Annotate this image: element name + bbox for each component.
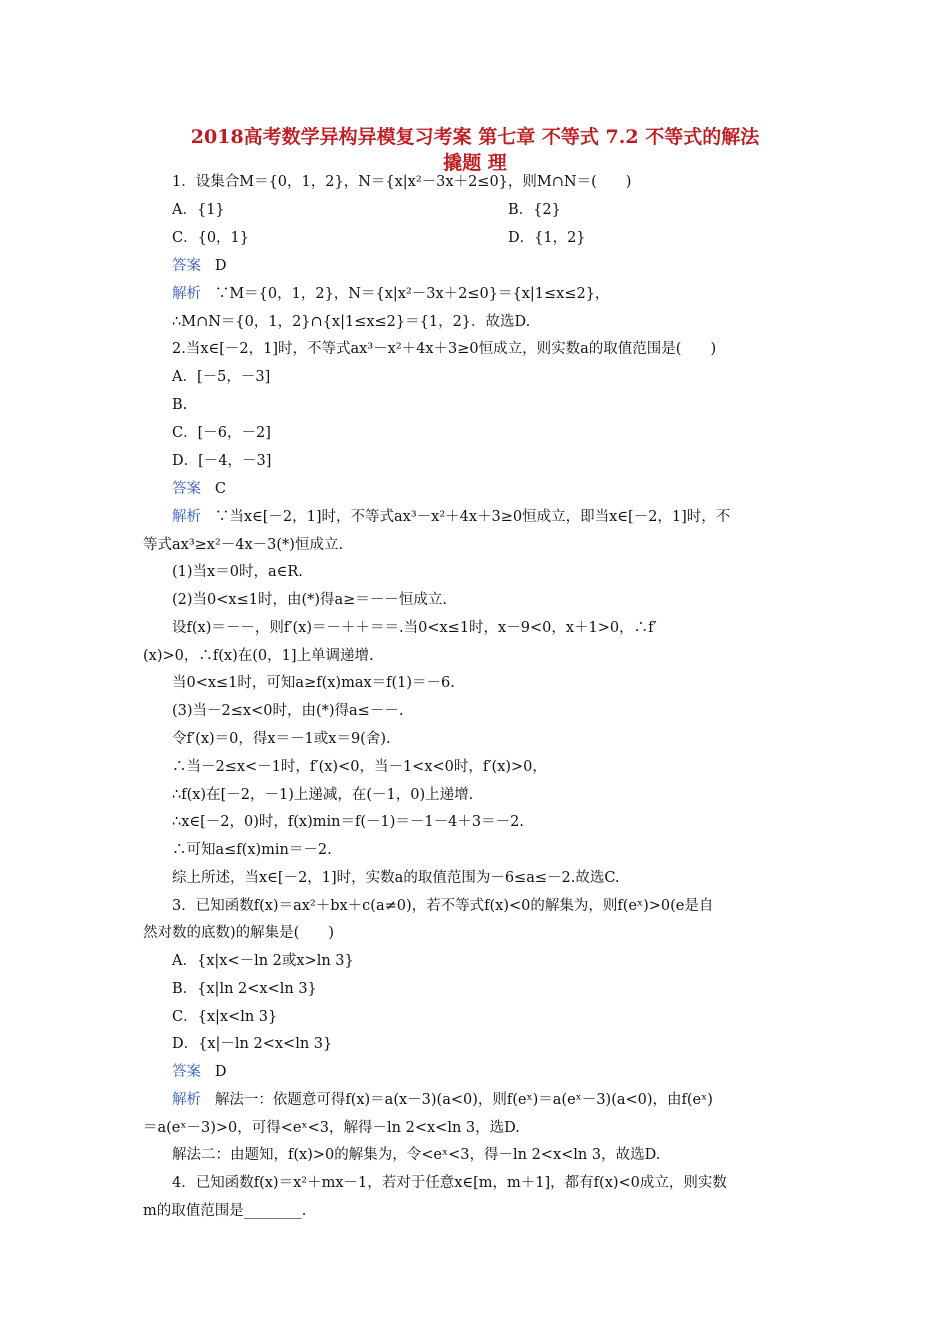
answer-label: 答案 xyxy=(172,258,201,274)
q2-analysis-1: ∵当x∈[－2，1]时，不等式ax³－x²＋4x＋3≥0恒成立，即当x∈[－2，1]时，不 xyxy=(214,509,731,525)
q2-option-b: B. xyxy=(172,397,188,413)
q3-option-a: A．{x|x<－ln 2或x>ln 3} xyxy=(172,953,354,969)
q1-analysis-2: ∴M∩N＝{0，1，2}∩{x|1≤x≤2}＝{1，2}．故选D. xyxy=(172,314,531,330)
analysis-label: 解析 xyxy=(172,509,201,525)
q2-analysis-6: (x)>0，∴f(x)在(0，1]上单调递增. xyxy=(143,648,374,664)
q2-analysis-3: (1)当x＝0时，a∈R. xyxy=(172,564,303,580)
q1-option-c: C．{0，1} xyxy=(172,230,249,246)
analysis-label: 解析 xyxy=(172,1092,201,1108)
q1-stem: 1．设集合M＝{0，1，2}，N＝{x|x²－3x＋2≤0}，则M∩N＝( ) xyxy=(172,174,632,190)
q2-analysis-10: ∴当－2≤x<－1时，f′(x)<0，当－1<x<0时，f′(x)>0， xyxy=(172,759,547,775)
q3-analysis-1: 解法一：依题意可得f(x)＝a(x－3)(a<0)，则f(eˣ)＝a(eˣ－3)(a<0)，由f(eˣ) xyxy=(214,1092,713,1108)
q1-analysis-row xyxy=(172,283,609,305)
q3-answer: D xyxy=(214,1064,227,1080)
q2-analysis-14: 综上所述，当x∈[－2，1]时，实数a的取值范围为－6≤a≤－2.故选C. xyxy=(172,870,620,886)
q2-option-a: A．[－5，－3] xyxy=(172,369,271,385)
analysis-label: 解析 xyxy=(172,286,201,302)
q2-analysis-12: ∴x∈[－2，0)时，f(x)min＝f(－1)＝－1－4＋3＝－2. xyxy=(172,814,524,830)
q2-analysis-5: 设f(x)＝－－，则f′(x)＝－＋＋＝＝.当0<x≤1时，x－9<0，x＋1>0，∴f′ xyxy=(172,620,657,636)
q2-option-d: D．[－4，－3] xyxy=(172,453,272,469)
q3-answer-row xyxy=(172,1061,226,1083)
q4-stem-2: m的取值范围是________. xyxy=(143,1203,307,1219)
q2-analysis-2: 等式ax³≥x²－4x－3(*)恒成立. xyxy=(143,537,344,553)
answer-label: 答案 xyxy=(172,481,201,497)
q1-option-d: D．{1，2} xyxy=(508,230,586,246)
title-line-1: 2018高考数学异构异模复习考案 第七章 不等式 7.2 不等式的解法 xyxy=(190,126,760,148)
document-title xyxy=(120,124,830,176)
q2-analysis-9: 令f′(x)＝0，得x＝－1或x＝9(舍). xyxy=(172,731,391,747)
q1-option-b: B．{2} xyxy=(508,202,561,218)
q3-stem-1: 3．已知函数f(x)＝ax²＋bx＋c(a≠0)，若不等式f(x)<0的解集为，则f(eˣ)>0(e是自 xyxy=(172,898,714,914)
q3-stem-2: 然对数的底数)的解集是( ) xyxy=(143,925,334,941)
q2-analysis-8: (3)当－2≤x<0时，由(*)得a≤－－. xyxy=(172,703,404,719)
answer-label: 答案 xyxy=(172,1064,201,1080)
q4-stem-1: 4．已知函数f(x)＝x²＋mx－1，若对于任意x∈[m，m＋1]，都有f(x)<0成立，则实数 xyxy=(172,1175,727,1191)
q1-analysis-1: ∵M＝{0，1，2}，N＝{x|x²－3x＋2≤0}＝{x|1≤x≤2}， xyxy=(214,286,610,302)
q3-analysis-3: 解法二：由题知，f(x)>0的解集为，令<eˣ<3，得－ln 2<x<ln 3，故选D. xyxy=(172,1147,661,1163)
q3-option-d: D．{x|－ln 2<x<ln 3} xyxy=(172,1036,333,1052)
q2-analysis-7: 当0<x≤1时，可知a≥f(x)max＝f(1)＝－6. xyxy=(172,675,455,691)
q2-answer: C xyxy=(214,481,226,497)
q2-analysis-13: ∴可知a≤f(x)min＝－2. xyxy=(172,842,332,858)
q3-analysis-row xyxy=(172,1089,713,1111)
q2-analysis-11: ∴f(x)在[－2，－1)上递减，在(－1，0)上递增. xyxy=(172,787,474,803)
q3-analysis-2: ＝a(eˣ－3)>0，可得<eˣ<3，解得－ln 2<x<ln 3，选D. xyxy=(143,1120,520,1136)
q1-option-a: A．{1} xyxy=(172,202,225,218)
q2-option-c: C．[－6，－2] xyxy=(172,425,271,441)
q1-answer-row xyxy=(172,255,226,277)
title-line-2: 撬题 理 xyxy=(443,152,507,174)
q3-option-c: C．{x|x<ln 3} xyxy=(172,1009,278,1025)
q2-analysis-row xyxy=(172,506,730,528)
q2-analysis-4: (2)当0<x≤1时，由(*)得a≥＝－－恒成立. xyxy=(172,592,447,608)
q3-option-b: B．{x|ln 2<x<ln 3} xyxy=(172,981,317,997)
q2-answer-row xyxy=(172,478,226,500)
q2-stem: 2.当x∈[－2，1]时，不等式ax³－x²＋4x＋3≥0恒成立，则实数a的取值范围是( ) xyxy=(172,341,717,357)
q1-answer: D xyxy=(214,258,227,274)
